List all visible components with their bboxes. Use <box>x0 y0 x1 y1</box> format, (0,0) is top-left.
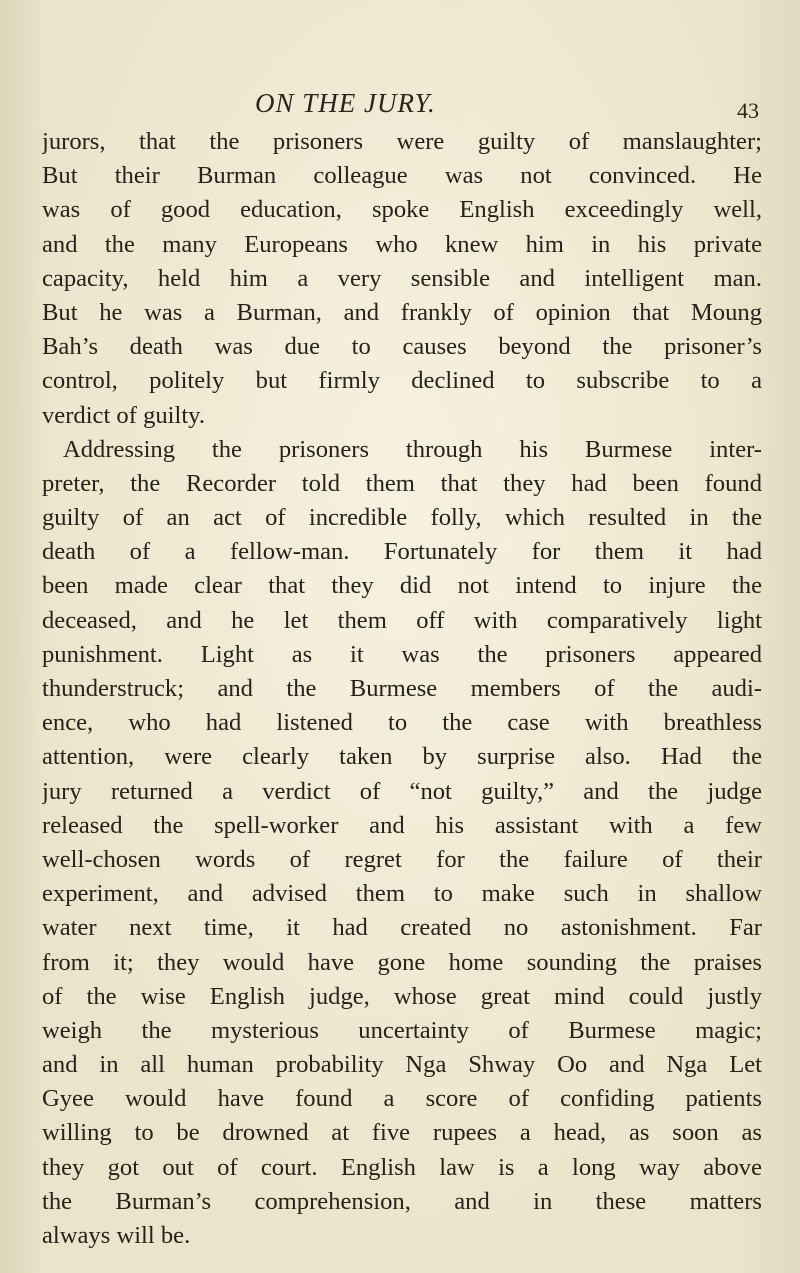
text-line: weigh the mysterious uncertainty of Burmese magic; <box>42 1016 762 1044</box>
text-line: preter, the Recorder told them that they had been found <box>42 469 762 497</box>
text-line: jurors, that the prisoners were guilty of manslaughter; <box>42 128 762 155</box>
text-line: and in all human probability Nga Shway Oo and Nga Let <box>42 1051 762 1079</box>
running-head <box>0 88 800 122</box>
text-line: capacity, held him a very sensible and intelligent man. <box>42 264 762 292</box>
text-line: punishment. Light as it was the prisoners appeared <box>42 640 762 668</box>
text-line: control, politely but firmly declined to subscribe to a <box>42 367 762 395</box>
text-line: released the spell-worker and his assistant with a few <box>42 811 762 839</box>
text-line: of the wise English judge, whose great mind could justly <box>42 982 762 1010</box>
page-number: 43 <box>737 98 759 123</box>
text-line: Addressing the prisoners through his Burmese inter- <box>63 435 762 463</box>
text-line: attention, were clearly taken by surprise also. Had the <box>42 743 762 771</box>
text-line: Gyee would have found a score of confiding patients <box>42 1085 762 1113</box>
text-line: death of a fellow-man. Fortunately for them it had <box>42 538 762 566</box>
text-line: always will be. <box>42 1222 191 1249</box>
text-line: willing to be drowned at five rupees a head, as soon as <box>42 1119 762 1147</box>
text-line: jury returned a verdict of “not guilty,” and the judge <box>42 777 762 805</box>
body-text <box>42 125 762 1253</box>
text-line: the Burman’s comprehension, and in these matters <box>42 1187 762 1215</box>
text-line: thunderstruck; and the Burmese members of the audi- <box>42 675 762 702</box>
text-line: Bah’s death was due to causes beyond the prisoner’s <box>42 333 762 361</box>
text-line: experiment, and advised them to make such in shallow <box>42 880 762 908</box>
text-line: guilty of an act of incredible folly, which resulted in the <box>42 504 762 532</box>
text-line: But he was a Burman, and frankly of opinion that Moung <box>42 298 762 326</box>
text-line: But their Burman colleague was not convinced. He <box>42 162 762 190</box>
text-line: they got out of court. English law is a long way above <box>42 1153 762 1181</box>
text-line: and the many Europeans who knew him in his private <box>42 230 762 258</box>
text-line: deceased, and he let them off with comparatively light <box>42 606 762 634</box>
running-title: ON THE JURY. <box>255 88 436 118</box>
text-line: verdict of guilty. <box>42 401 206 429</box>
text-line: ence, who had listened to the case with breathless <box>42 709 762 737</box>
text-line: from it; they would have gone home sounding the praises <box>42 948 762 976</box>
text-line: been made clear that they did not intend to injure the <box>42 572 762 600</box>
text-line: water next time, it had created no astonishment. Far <box>42 914 762 942</box>
text-line: was of good education, spoke English exceedingly well, <box>42 196 762 224</box>
text-line: well-chosen words of regret for the failure of their <box>42 845 762 873</box>
